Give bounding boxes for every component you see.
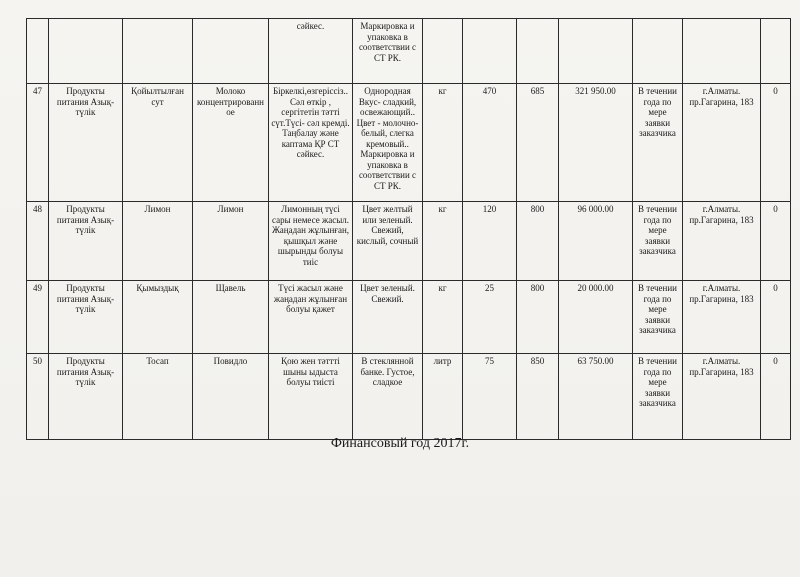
procurement-table bbox=[26, 18, 791, 440]
table-row bbox=[27, 202, 791, 281]
cell-place: г.Алматы. пр.Гагарина, 183 bbox=[683, 202, 761, 281]
cell-qty bbox=[463, 19, 517, 84]
cell-name-kz bbox=[123, 19, 193, 84]
cell-unit: литр bbox=[423, 354, 463, 440]
cell-price: 850 bbox=[517, 354, 559, 440]
cell-num: 48 bbox=[27, 202, 49, 281]
cell-term: В течении года по мере заявки заказчика bbox=[633, 354, 683, 440]
cell-qty: 25 bbox=[463, 281, 517, 354]
table-row bbox=[27, 354, 791, 440]
cell-num bbox=[27, 19, 49, 84]
cell-desc-kz: Біркелкі,өзгеріссіз.. Сәл өткір , сергітетін тәтті сүт.Түсі- сәл кремді. Таңбалау және каптама ҚР СТ сәйкес. bbox=[269, 84, 353, 202]
cell-place: г.Алматы. пр.Гагарина, 183 bbox=[683, 84, 761, 202]
cell-num: 47 bbox=[27, 84, 49, 202]
cell-name-ru: Молоко концентрированное bbox=[193, 84, 269, 202]
cell-price: 800 bbox=[517, 281, 559, 354]
cell-category: Продукты питания Азық-түлік bbox=[49, 202, 123, 281]
cell-name-kz: Лимон bbox=[123, 202, 193, 281]
cell-unit: кг bbox=[423, 281, 463, 354]
fiscal-year-caption: Финансовый год 2017г. bbox=[330, 436, 470, 451]
cell-sum: 321 950.00 bbox=[559, 84, 633, 202]
cell-num: 50 bbox=[27, 354, 49, 440]
cell-adv bbox=[761, 19, 791, 84]
cell-adv: 0 bbox=[761, 84, 791, 202]
cell-desc-kz: сәйкес. bbox=[269, 19, 353, 84]
cell-category: Продукты питания Азық-түлік bbox=[49, 84, 123, 202]
cell-sum: 20 000.00 bbox=[559, 281, 633, 354]
cell-name-ru: Щавель bbox=[193, 281, 269, 354]
cell-place: г.Алматы. пр.Гагарина, 183 bbox=[683, 354, 761, 440]
cell-place: г.Алматы. пр.Гагарина, 183 bbox=[683, 281, 761, 354]
table-row bbox=[27, 84, 791, 202]
cell-name-kz: Тосап bbox=[123, 354, 193, 440]
cell-desc-ru: Маркировка и упаковка в соответствии с СТ РК. bbox=[353, 19, 423, 84]
cell-price: 685 bbox=[517, 84, 559, 202]
cell-adv: 0 bbox=[761, 281, 791, 354]
cell-category: Продукты питания Азық-түлік bbox=[49, 354, 123, 440]
cell-adv: 0 bbox=[761, 202, 791, 281]
cell-name-kz: Қойылтылған сут bbox=[123, 84, 193, 202]
cell-unit: кг bbox=[423, 202, 463, 281]
cell-desc-ru: Однородная Вкус- сладкий, освежающий.. Цвет - молочно-белый, слегка кремовый.. Маркировка и упаковка в соответствии с СТ РК. bbox=[353, 84, 423, 202]
cell-desc-ru: Цвет желтый или зеленый. Свежий, кислый, сочный bbox=[353, 202, 423, 281]
cell-sum bbox=[559, 19, 633, 84]
table-row bbox=[27, 281, 791, 354]
cell-desc-ru: В стеклянной банке. Густое, сладкое bbox=[353, 354, 423, 440]
cell-place bbox=[683, 19, 761, 84]
table-row-top bbox=[27, 19, 791, 84]
cell-name-ru: Повидло bbox=[193, 354, 269, 440]
cell-category: Продукты питания Азық-түлік bbox=[49, 281, 123, 354]
cell-name-ru: Лимон bbox=[193, 202, 269, 281]
cell-term bbox=[633, 19, 683, 84]
cell-desc-kz: Лимонның түсі сары немесе жасыл. Жаңадан жұлынған, қышқыл және шырынды болуы тиіс bbox=[269, 202, 353, 281]
cell-desc-kz: Қою жен тәттті шыны ыдыста болуы тиісті bbox=[269, 354, 353, 440]
cell-desc-ru: Цвет зеленый. Свежий. bbox=[353, 281, 423, 354]
cell-sum: 63 750.00 bbox=[559, 354, 633, 440]
cell-category bbox=[49, 19, 123, 84]
cell-term: В течении года по мере заявки заказчика bbox=[633, 84, 683, 202]
cell-qty: 75 bbox=[463, 354, 517, 440]
cell-price: 800 bbox=[517, 202, 559, 281]
cell-unit bbox=[423, 19, 463, 84]
cell-term: В течении года по мере заявки заказчика bbox=[633, 281, 683, 354]
cell-num: 49 bbox=[27, 281, 49, 354]
cell-desc-kz: Түсі жасыл және жаңадан жұлынған болуы қажет bbox=[269, 281, 353, 354]
cell-term: В течении года по мере заявки заказчика bbox=[633, 202, 683, 281]
cell-price bbox=[517, 19, 559, 84]
cell-adv: 0 bbox=[761, 354, 791, 440]
cell-unit: кг bbox=[423, 84, 463, 202]
cell-name-kz: Қымыздық bbox=[123, 281, 193, 354]
cell-qty: 470 bbox=[463, 84, 517, 202]
cell-name-ru bbox=[193, 19, 269, 84]
cell-sum: 96 000.00 bbox=[559, 202, 633, 281]
cell-qty: 120 bbox=[463, 202, 517, 281]
